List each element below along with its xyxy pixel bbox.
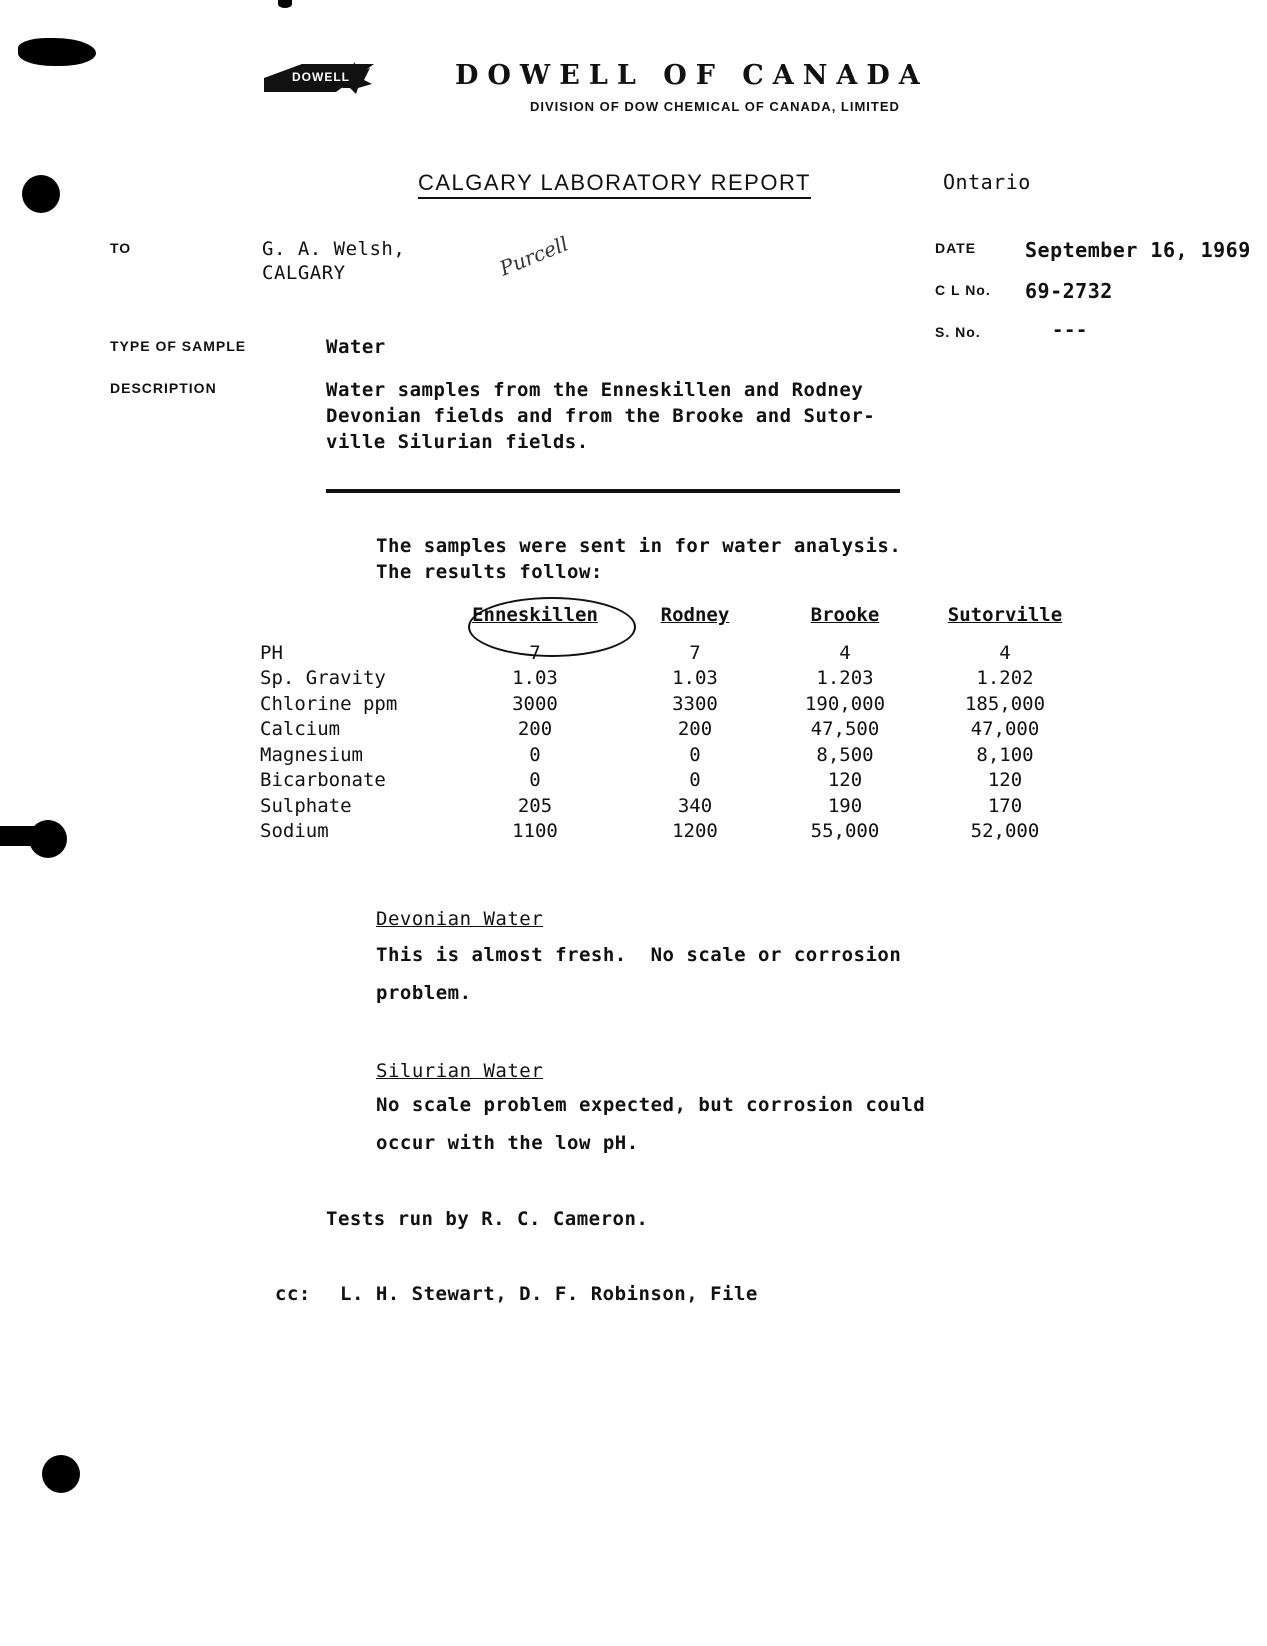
tests-run-by: Tests run by R. C. Cameron.	[326, 1208, 649, 1230]
cc-label: cc:	[275, 1283, 311, 1305]
ink-smudge	[0, 826, 34, 846]
cell: 1100	[512, 820, 558, 843]
cell: 1.03	[512, 667, 558, 690]
intro-text	[376, 533, 901, 585]
cl-no-value: 69-2732	[1025, 279, 1113, 303]
table-row	[260, 819, 1100, 845]
row-label: PH	[260, 641, 283, 664]
cell: 190,000	[804, 692, 886, 715]
cell: 3000	[512, 692, 558, 715]
table-row	[260, 793, 1100, 819]
silurian-text	[376, 1086, 925, 1162]
cell: 1200	[672, 820, 718, 843]
column-header-sutorville: Sutorville	[947, 604, 1063, 626]
to-name: G. A. Welsh,	[262, 238, 406, 260]
cell: 0	[529, 743, 541, 766]
cell: 8,500	[816, 743, 874, 766]
cl-no-label: C L No.	[935, 282, 991, 298]
silurian-heading: Silurian Water	[376, 1060, 544, 1082]
column-header-brooke: Brooke	[810, 604, 880, 626]
cell: 47,000	[970, 718, 1040, 741]
row-label: Sp. Gravity	[260, 667, 386, 690]
cell: 1.03	[672, 667, 718, 690]
devonian-line: This is almost fresh. No scale or corrosion	[376, 944, 902, 966]
devonian-heading: Devonian Water	[376, 908, 544, 930]
cell: 0	[689, 769, 701, 792]
row-label: Magnesium	[260, 743, 363, 766]
report-title: CALGARY LABORATORY REPORT	[418, 170, 811, 199]
cell: 120	[987, 769, 1023, 792]
cell: 200	[517, 718, 553, 741]
table-row	[260, 768, 1100, 794]
cell: 47,500	[810, 718, 880, 741]
cell: 0	[689, 743, 701, 766]
company-name: DOWELL OF CANADA	[455, 60, 929, 91]
s-no-label: S. No.	[935, 324, 981, 340]
table-row	[260, 640, 1100, 666]
division-name: DIVISION OF DOW CHEMICAL OF CANADA, LIMITED	[530, 99, 900, 114]
column-header-enneskillen: Enneskillen	[472, 604, 598, 626]
cell: 7	[529, 641, 541, 664]
cc-recipients: L. H. Stewart, D. F. Robinson, File	[340, 1283, 758, 1305]
description-line: Devonian fields and from the Brooke and Sutor-	[326, 405, 876, 427]
s-no-value: ---	[1052, 319, 1088, 341]
row-label: Calcium	[260, 718, 341, 741]
cell: 1.203	[816, 667, 874, 690]
description-line: Water samples from the Enneskillen and Rodney	[326, 379, 864, 401]
results-table	[260, 604, 1100, 844]
punch-hole	[42, 1455, 80, 1493]
cell: 0	[529, 769, 541, 792]
ink-smudge	[278, 0, 292, 8]
cell: 7	[689, 641, 701, 664]
row-label: Sodium	[260, 820, 329, 843]
cell: 200	[677, 718, 713, 741]
to-label: TO	[110, 240, 132, 256]
cell: 205	[517, 794, 553, 817]
description-label: DESCRIPTION	[110, 380, 217, 396]
cell: 170	[987, 794, 1023, 817]
cell: 120	[827, 769, 863, 792]
handwritten-circle	[468, 597, 636, 657]
silurian-line: No scale problem expected, but corrosion could	[376, 1094, 926, 1116]
row-label: Chlorine ppm	[260, 692, 398, 715]
logo-text: DOWELL	[292, 70, 350, 84]
date-value: September 16, 1969	[1025, 238, 1251, 262]
type-of-sample-label: TYPE OF SAMPLE	[110, 338, 247, 354]
cell: 190	[827, 794, 863, 817]
cell: 1.202	[976, 667, 1034, 690]
cell: 3300	[672, 692, 718, 715]
handwritten-note: Purcell	[496, 231, 572, 281]
intro-line: The samples were sent in for water analysis.	[376, 535, 902, 557]
intro-line: The results follow:	[376, 561, 603, 583]
cell: 52,000	[970, 820, 1040, 843]
cell: 4	[999, 641, 1011, 664]
row-label: Bicarbonate	[260, 769, 386, 792]
devonian-text	[376, 936, 901, 1012]
description-line: ville Silurian fields.	[326, 431, 589, 453]
to-city: CALGARY	[262, 262, 346, 284]
province: Ontario	[943, 170, 1031, 194]
cell: 4	[839, 641, 851, 664]
cell: 8,100	[976, 743, 1034, 766]
column-header-rodney: Rodney	[660, 604, 730, 626]
table-header-row	[260, 604, 1100, 640]
cell: 55,000	[810, 820, 880, 843]
devonian-line: problem.	[376, 982, 472, 1004]
silurian-line: occur with the low pH.	[376, 1132, 639, 1154]
table-header-blank	[260, 604, 460, 640]
table-row	[260, 666, 1100, 692]
punch-hole	[22, 175, 60, 213]
row-label: Sulphate	[260, 794, 352, 817]
divider-rule	[326, 489, 900, 493]
table-row	[260, 691, 1100, 717]
cell: 340	[677, 794, 713, 817]
cell: 185,000	[964, 692, 1046, 715]
punch-hole	[29, 820, 67, 858]
type-of-sample-value: Water	[326, 336, 386, 358]
date-label: DATE	[935, 240, 977, 256]
ink-smudge	[18, 38, 96, 66]
table-row	[260, 717, 1100, 743]
table-row	[260, 742, 1100, 768]
description-text	[326, 377, 875, 455]
